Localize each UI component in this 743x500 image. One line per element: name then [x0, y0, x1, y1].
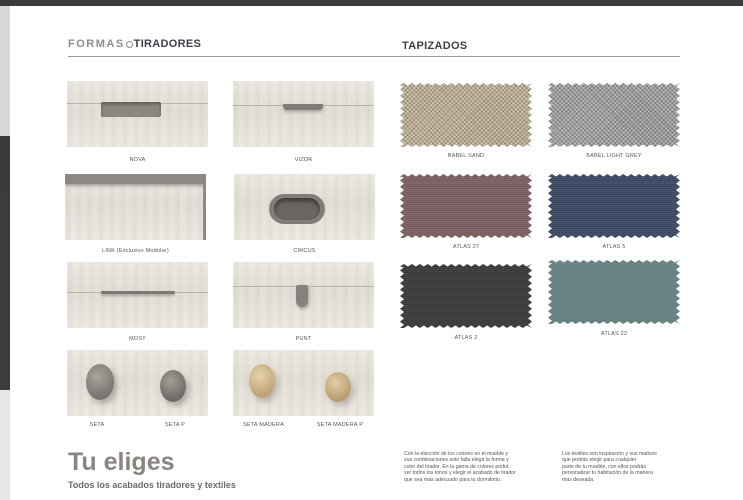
- fabric-swatch-atlas-27: [400, 174, 532, 238]
- handle-sample-circus: [234, 174, 375, 240]
- knob-label: SETA: [89, 422, 105, 428]
- fabrics-section-title: TAPIZADOS: [402, 40, 468, 52]
- handle-label: MOST: [129, 336, 146, 342]
- handles-description: Con la elección de los colores en el mueble y sus combinaciones solo falta elegir la forma y color del tirador. En la gama de colores podrá ver todos los tonos y elegir el acabado de tirador que sea más adecuado para tu dormitorio.: [404, 451, 516, 483]
- viewer-edge-lower: [0, 390, 10, 500]
- fabric-label: ATLAS 5: [602, 244, 626, 250]
- fabric-swatch-atlas-5: [548, 174, 680, 238]
- handle-label: PUNT: [295, 336, 312, 342]
- viewer-edge-dark: [0, 190, 10, 390]
- fabric-swatch-atlas-22: [548, 260, 680, 324]
- handle-label: VIZOR: [294, 157, 313, 163]
- fabric-swatch-babel-sand: [400, 83, 532, 147]
- knob-label: SETA P: [164, 422, 186, 428]
- title-prefix: FORMAS: [68, 38, 125, 50]
- ring-icon: [126, 41, 133, 48]
- fabric-label: ATLAS 2: [454, 335, 478, 341]
- knob-sample-seta-madera: [233, 350, 374, 416]
- page-subtitle: Todos los acabados tiradores y textiles: [68, 480, 236, 490]
- handle-sample-nova: [67, 81, 208, 147]
- fabric-label: BABEL LIGHT GREY: [586, 153, 642, 159]
- knob-label: SETA MADERA P: [316, 422, 364, 428]
- handle-sample-most: [67, 262, 208, 328]
- fabric-swatch-babel-light-grey: [548, 83, 680, 147]
- fabrics-description: Los textiles son inspiración y sus matices que podrás elegir para cualquier parte de tu mueble, con ellos podrás personalizar tu habitación de la manera más deseada.: [562, 451, 657, 483]
- viewer-edge-light: [0, 6, 10, 136]
- handle-sample-link: [65, 174, 206, 240]
- handle-sample-punt: [233, 262, 374, 328]
- handle-label: NOVA: [129, 157, 146, 163]
- fabric-label: ATLAS 22: [600, 331, 628, 337]
- handle-label: CIRCUS: [293, 248, 316, 254]
- knob-label: SETA MADERA: [243, 422, 284, 428]
- handle-label: LINK (Exclusivo Modular): [102, 248, 169, 254]
- fabric-label: ATLAS 27: [452, 244, 480, 250]
- fabric-label: BABEL SAND: [447, 153, 485, 159]
- handles-section-title: [68, 38, 201, 50]
- header-rule: [68, 56, 680, 57]
- knob-sample-seta: [67, 350, 208, 416]
- handle-sample-vizor: [233, 81, 374, 147]
- fabric-swatch-atlas-2: [400, 264, 532, 328]
- page-title: Tu eliges: [68, 448, 175, 476]
- title-suffix: TIRADORES: [133, 38, 202, 50]
